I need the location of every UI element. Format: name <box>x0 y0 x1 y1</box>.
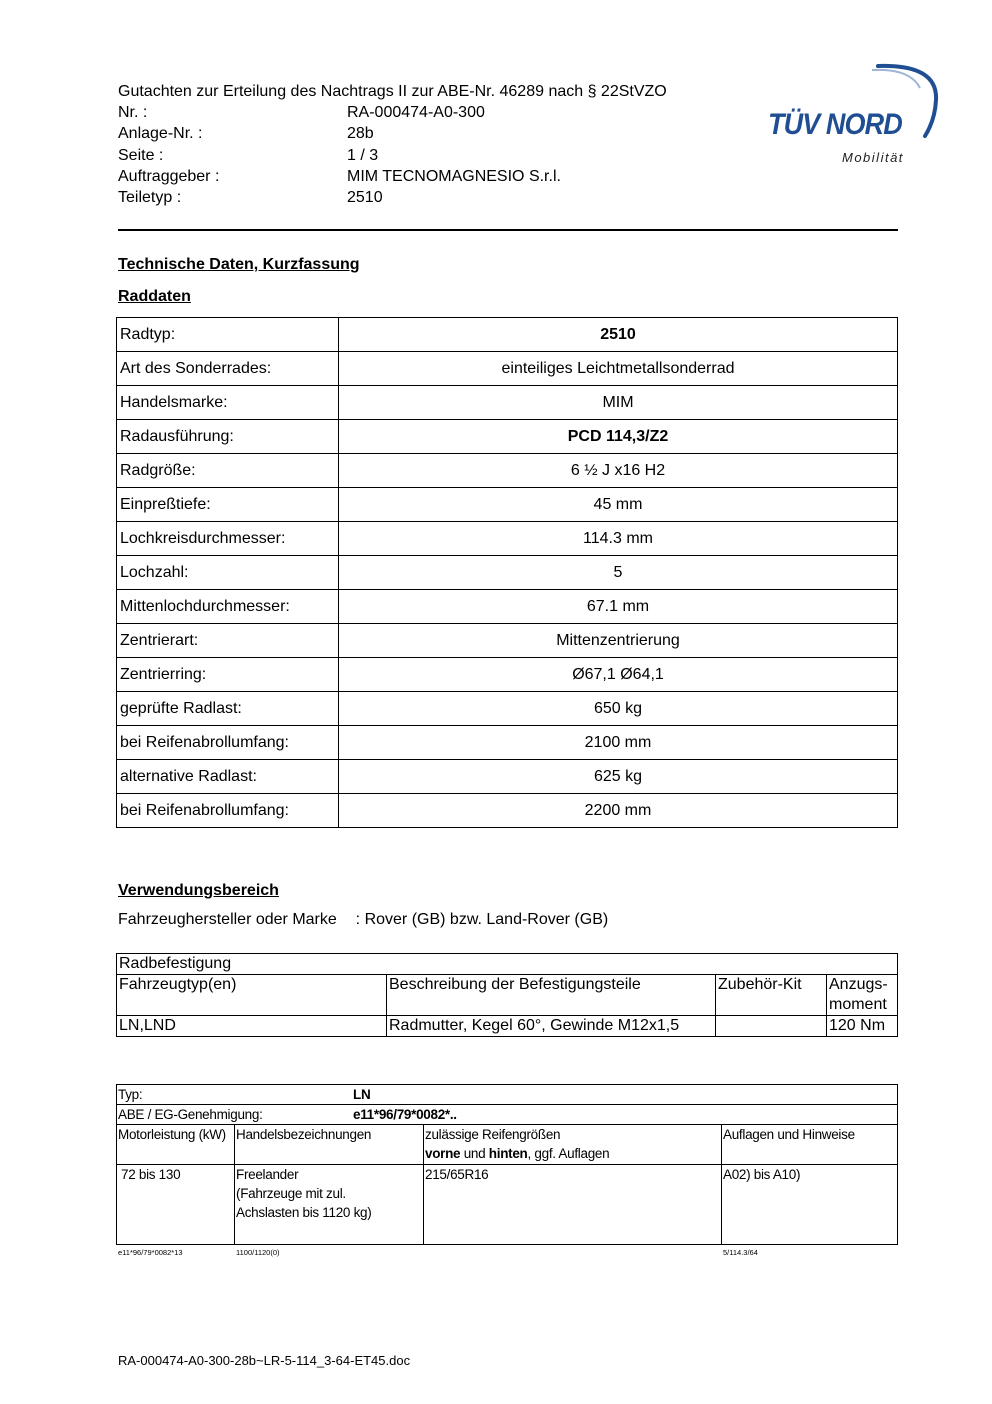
typ-value: LN <box>353 1087 371 1102</box>
header-reifengroessen <box>424 1125 722 1165</box>
raddaten-value: einteiliges Leichtmetallsonderrad <box>339 352 898 386</box>
raddaten-row <box>117 794 898 828</box>
raddaten-row <box>117 590 898 624</box>
raddaten-row <box>117 726 898 760</box>
raddaten-row <box>117 420 898 454</box>
cell-reifengroessen: 215/65R16 <box>424 1165 722 1245</box>
header-reifen-line2: vorne und hinten, ggf. Auflagen <box>425 1146 610 1161</box>
raddaten-value: 625 kg <box>339 760 898 794</box>
document-title: Gutachten zur Erteilung des Nachtrags II zur ABE-Nr. 46289 nach § 22StVZO <box>118 83 667 100</box>
raddaten-table <box>116 317 898 828</box>
raddaten-label: Zentrierart: <box>117 624 339 658</box>
footnote-pcd: 5/114.3/64 <box>723 1248 758 1257</box>
raddaten-value: 6 ½ J x16 H2 <box>339 454 898 488</box>
raddaten-label: Handelsmarke: <box>117 386 339 420</box>
radbefestigung-title: Radbefestigung <box>117 954 898 975</box>
cell-handelsbezeichnungen: Freelander (Fahrzeuge mit zul. Achslasten bis 1120 kg) <box>235 1165 424 1245</box>
header-anzugsmoment: Anzugs-moment <box>827 975 898 1016</box>
abe-value: e11*96/79*0082*.. <box>353 1107 457 1122</box>
raddaten-row <box>117 692 898 726</box>
abe-row <box>117 1105 898 1125</box>
raddaten-row <box>117 352 898 386</box>
field-label-auftraggeber: Auftraggeber : <box>118 168 220 185</box>
footnote-approval: e11*96/79*0082*13 <box>118 1248 183 1257</box>
raddaten-value: PCD 114,3/Z2 <box>339 420 898 454</box>
field-label-nr: Nr. : <box>118 104 148 121</box>
raddaten-row <box>117 658 898 692</box>
header-auflagen: Auflagen und Hinweise <box>722 1125 898 1165</box>
maker-line <box>118 911 608 929</box>
raddaten-label: Lochzahl: <box>117 556 339 590</box>
abe-label: ABE / EG-Genehmigung: <box>118 1107 263 1122</box>
raddaten-label: Einpreßtiefe: <box>117 488 339 522</box>
raddaten-row <box>117 624 898 658</box>
maker-value: Rover (GB) bzw. Land-Rover (GB) <box>364 911 609 928</box>
field-label-anlage: Anlage-Nr. : <box>118 125 203 142</box>
raddaten-value: 5 <box>339 556 898 590</box>
section-title-technische-daten: Technische Daten, Kurzfassung <box>118 256 360 273</box>
radbefestigung-table <box>116 953 898 1037</box>
typ-table <box>116 1084 898 1245</box>
header-zubehoer-kit: Zubehör-Kit <box>716 975 827 1016</box>
section-title-verwendungsbereich: Verwendungsbereich <box>118 882 279 899</box>
tuv-nord-logo <box>760 58 945 178</box>
header-fahrzeugtyp: Fahrzeugtyp(en) <box>117 975 387 1016</box>
raddaten-label: Radgröße: <box>117 454 339 488</box>
section-subtitle-raddaten: Raddaten <box>118 288 191 305</box>
raddaten-value: 67.1 mm <box>339 590 898 624</box>
cell-motorleistung: 72 bis 130 <box>117 1165 235 1245</box>
footnote-axle: 1100/1120(0) <box>236 1248 280 1257</box>
footer-filename: RA-000474-A0-300-28b~LR-5-114_3-64-ET45.doc <box>118 1353 411 1368</box>
raddaten-value: Mittenzentrierung <box>339 624 898 658</box>
header-reifen-line1: zulässige Reifengrößen <box>425 1127 561 1142</box>
raddaten-row <box>117 386 898 420</box>
raddaten-value: 2200 mm <box>339 794 898 828</box>
header-handelsbezeichnungen: Handelsbezeichnungen <box>235 1125 424 1165</box>
raddaten-value: 2510 <box>339 318 898 352</box>
raddaten-row <box>117 556 898 590</box>
raddaten-label: Radausführung: <box>117 420 339 454</box>
header-motorleistung: Motorleistung (kW) <box>117 1125 235 1165</box>
maker-label: Fahrzeughersteller oder Marke <box>118 911 337 928</box>
raddaten-value: Ø67,1 Ø64,1 <box>339 658 898 692</box>
typ-row <box>117 1085 898 1105</box>
logo-brand: TÜV NORD <box>768 108 902 141</box>
raddaten-label: bei Reifenabrollumfang: <box>117 794 339 828</box>
cell-fahrzeugtyp: LN,LND <box>117 1016 387 1037</box>
raddaten-row <box>117 318 898 352</box>
raddaten-label: geprüfte Radlast: <box>117 692 339 726</box>
field-value-anlage: 28b <box>347 125 374 142</box>
field-value-nr: RA-000474-A0-300 <box>347 104 485 121</box>
raddaten-label: bei Reifenabrollumfang: <box>117 726 339 760</box>
raddaten-row <box>117 760 898 794</box>
raddaten-value: MIM <box>339 386 898 420</box>
raddaten-label: Zentrierring: <box>117 658 339 692</box>
raddaten-value: 114.3 mm <box>339 522 898 556</box>
cell-auflagen: A02) bis A10) <box>722 1165 898 1245</box>
raddaten-value: 45 mm <box>339 488 898 522</box>
cell-beschreibung: Radmutter, Kegel 60°, Gewinde M12x1,5 <box>387 1016 716 1037</box>
raddaten-value: 650 kg <box>339 692 898 726</box>
cell-zubehoer-kit <box>716 1016 827 1037</box>
raddaten-label: Art des Sonderrades: <box>117 352 339 386</box>
raddaten-row <box>117 454 898 488</box>
raddaten-row <box>117 522 898 556</box>
header-divider <box>118 229 898 231</box>
cell-anzugsmoment: 120 Nm <box>827 1016 898 1037</box>
maker-sep: : <box>355 911 361 928</box>
logo-sub: Mobilität <box>842 150 904 165</box>
raddaten-row <box>117 488 898 522</box>
field-label-seite: Seite : <box>118 147 164 164</box>
raddaten-label: Mittenlochdurchmesser: <box>117 590 339 624</box>
field-value-teiletyp: 2510 <box>347 189 383 206</box>
field-label-teiletyp: Teiletyp : <box>118 189 182 206</box>
field-value-auftraggeber: MIM TECNOMAGNESIO S.r.l. <box>347 168 561 185</box>
field-value-seite: 1 / 3 <box>347 147 379 164</box>
raddaten-label: Lochkreisdurchmesser: <box>117 522 339 556</box>
raddaten-label: alternative Radlast: <box>117 760 339 794</box>
raddaten-value: 2100 mm <box>339 726 898 760</box>
header-beschreibung: Beschreibung der Befestigungsteile <box>387 975 716 1016</box>
raddaten-label: Radtyp: <box>117 318 339 352</box>
typ-label: Typ: <box>118 1087 143 1102</box>
